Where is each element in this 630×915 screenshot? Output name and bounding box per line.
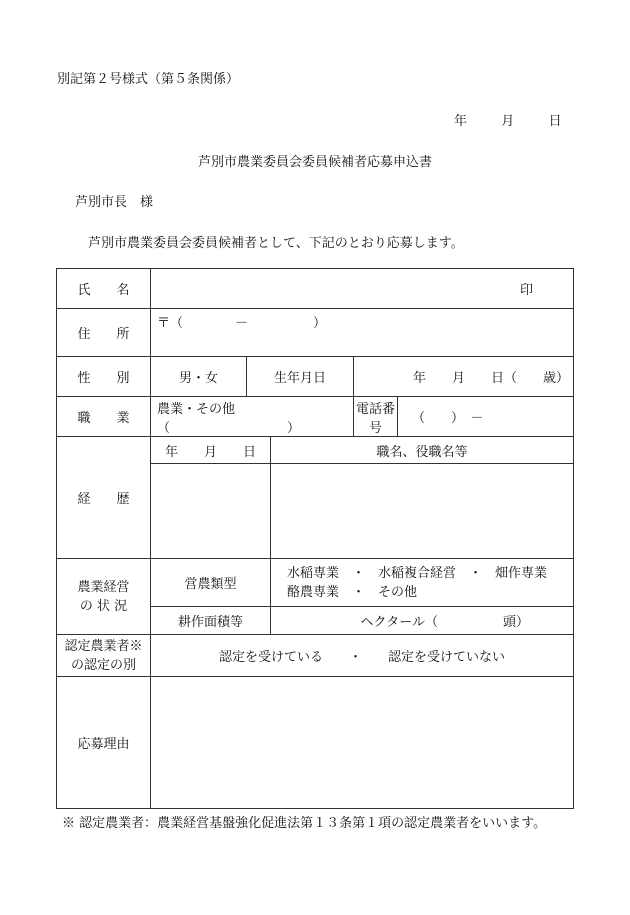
application-form-table: [56, 268, 574, 809]
intro-text: 芦別市農業委員会委員候補者として、下記のとおり応募します。: [88, 236, 464, 251]
reason-row: [57, 677, 574, 809]
career-title-header: 職名、役職名等: [271, 437, 574, 464]
career-date-header: 年 月 日: [151, 437, 271, 464]
reason-field[interactable]: [151, 677, 574, 809]
address-row: [57, 309, 574, 357]
farming-status-label-line2: の 状 況: [79, 598, 128, 614]
farming-status-label-line1: 農業経営: [77, 579, 130, 595]
phone-field[interactable]: （ ） －: [398, 397, 574, 437]
farming-area-field[interactable]: ヘクタール（ 頭）: [271, 607, 574, 635]
address-label: 住 所: [57, 309, 151, 357]
name-label: 氏 名: [57, 269, 151, 309]
certification-label-line2: の認定の別: [70, 657, 136, 673]
farming-type-options-line1: 水稲専業 ・ 水稲複合経営 ・ 畑作専業: [287, 565, 548, 581]
application-date: [454, 110, 562, 129]
date-day-label: 日: [548, 114, 562, 129]
name-row: [57, 269, 574, 309]
reason-label: 応募理由: [57, 677, 151, 809]
certification-row: [57, 635, 574, 677]
birthdate-field[interactable]: 年 月 日（ 歳）: [354, 357, 574, 397]
career-label: 経 歴: [57, 437, 151, 559]
addressee: 芦別市長 様: [75, 195, 154, 210]
farming-area-label: 耕作面積等: [151, 607, 271, 635]
sex-label: 性 別: [57, 357, 151, 397]
career-title-field[interactable]: [271, 464, 574, 559]
certification-label: [57, 635, 151, 677]
certification-label-line1: 認定農業者※: [64, 638, 143, 654]
occupation-row: [57, 397, 574, 437]
occupation-field[interactable]: 農業・その他（ ）: [151, 397, 354, 437]
address-field[interactable]: [151, 309, 574, 357]
phone-label: 電話番号: [354, 397, 398, 437]
date-year-label: 年: [454, 114, 468, 129]
certification-options[interactable]: 認定を受けている ・ 認定を受けていない: [151, 635, 574, 677]
postal-code-field: 〒（ － ）: [157, 316, 327, 331]
birthdate-label: 生年月日: [247, 357, 354, 397]
farming-type-label: 営農類型: [151, 559, 271, 607]
sex-row: [57, 357, 574, 397]
name-field[interactable]: [151, 269, 574, 309]
document-title: 芦別市農業委員会委員候補者応募申込書: [197, 155, 432, 170]
form-id: 別記第２号様式（第５条関係）: [57, 72, 240, 87]
farming-type-row: [57, 559, 574, 607]
sex-options[interactable]: 男・女: [151, 357, 247, 397]
date-month-label: 月: [501, 114, 515, 129]
farming-status-label: [57, 559, 151, 635]
footnote: ※ 認定農業者：農業経営基盤強化促進法第１３条第１項の認定農業者をいいます。: [62, 816, 547, 831]
seal-mark: 印: [520, 283, 534, 298]
farming-type-options-line2: 酪農専業 ・ その他: [287, 584, 418, 600]
career-date-field[interactable]: [151, 464, 271, 559]
occupation-label: 職 業: [57, 397, 151, 437]
farming-type-options[interactable]: [271, 559, 574, 607]
career-header-row: [57, 437, 574, 464]
